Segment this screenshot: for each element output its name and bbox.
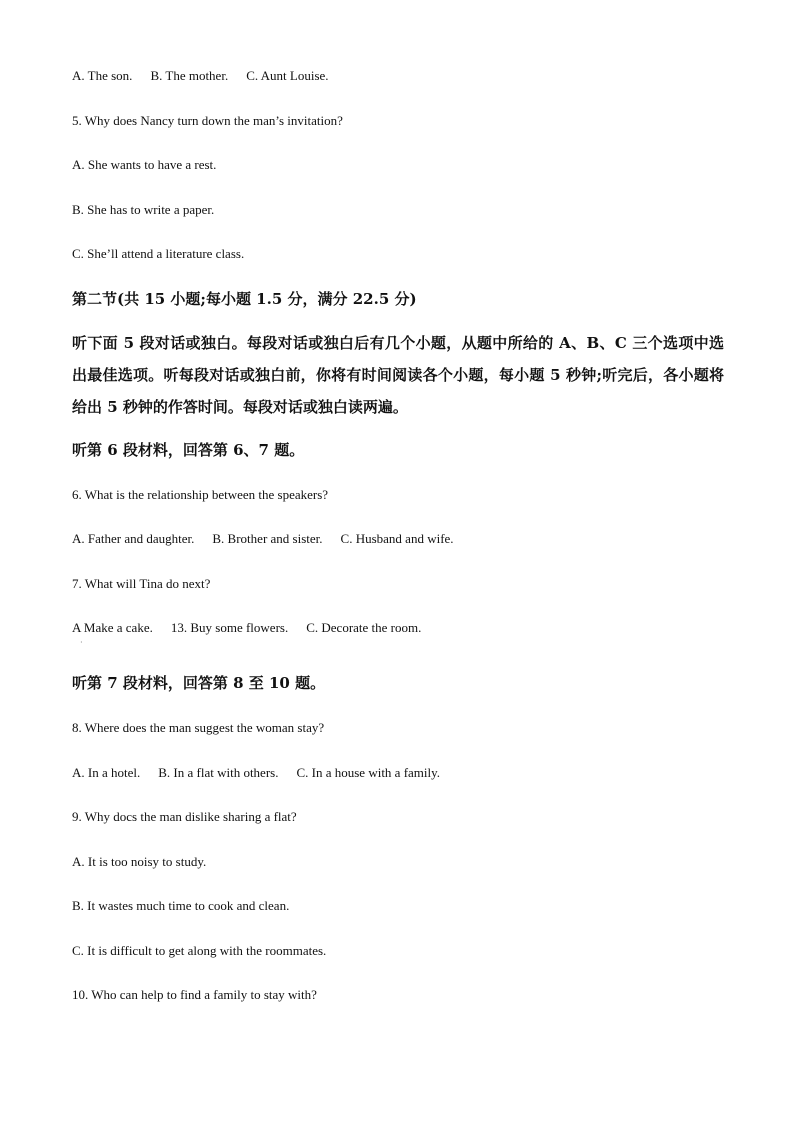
material-6-heading: 听第 6 段材料，回答第 6、7 题。	[72, 441, 305, 459]
option-a: A Make a cake.	[72, 620, 153, 635]
option-c: C. Decorate the room.	[306, 620, 422, 635]
material-7-heading: 听第 7 段材料，回答第 8 至 10 题。	[72, 674, 326, 692]
option-b: B. Brother and sister.	[212, 531, 323, 546]
option-b: 13. Buy some flowers.	[170, 620, 289, 635]
answer-options-q4	[72, 68, 329, 84]
question-8-options	[72, 765, 440, 781]
question-5-option-a: A. She wants to have a rest.	[72, 157, 217, 172]
question-5: 5. Why does Nancy turn down the man’s invitation?	[72, 113, 343, 128]
option-b: B. The mother.	[150, 68, 229, 83]
question-9-option-c: C. It is difficult to get along with the roommates.	[72, 943, 327, 958]
option-a: A. The son.	[72, 68, 133, 83]
option-b: B. In a flat with others.	[158, 765, 279, 780]
option-a: A. In a hotel.	[72, 765, 141, 780]
question-6: 6. What is the relationship between the speakers?	[72, 487, 329, 502]
question-5-option-b: B. She has to write a paper.	[72, 202, 215, 217]
question-10: 10. Who can help to find a family to stay with?	[72, 987, 317, 1002]
option-c: C. Aunt Louise.	[246, 68, 329, 83]
section-2-heading: 第二节(共 15 小题;每小题 1.5 分，满分 22.5 分)	[72, 290, 417, 308]
option-c: C. In a house with a family.	[296, 765, 441, 780]
question-5-option-c: C. She’ll attend a literature class.	[72, 246, 245, 261]
question-7: 7. What will Tina do next?	[72, 576, 211, 591]
section-2-instructions: 听下面 5 段对话或独白。每段对话或独白后有几个小题，从题中所给的 A、B、C 三个选项中选出最佳选项。听每段对话或独白前，你将有时间阅读各个小题，每小题 5 秒钟;听完后，各小题将给出 5 秒钟的作答时间。每段对话或独白读两遍。	[72, 334, 724, 416]
option-a: A. Father and daughter.	[72, 531, 195, 546]
option-c: C. Husband and wife.	[340, 531, 454, 546]
stray-mark: ·	[80, 638, 83, 647]
question-6-options	[72, 531, 454, 547]
question-9-option-b: B. It wastes much time to cook and clean.	[72, 898, 290, 913]
question-9-option-a: A. It is too noisy to study.	[72, 854, 207, 869]
question-9: 9. Why docs the man dislike sharing a flat?	[72, 809, 297, 824]
question-8: 8. Where does the man suggest the woman stay?	[72, 720, 325, 735]
question-7-options	[72, 620, 421, 636]
